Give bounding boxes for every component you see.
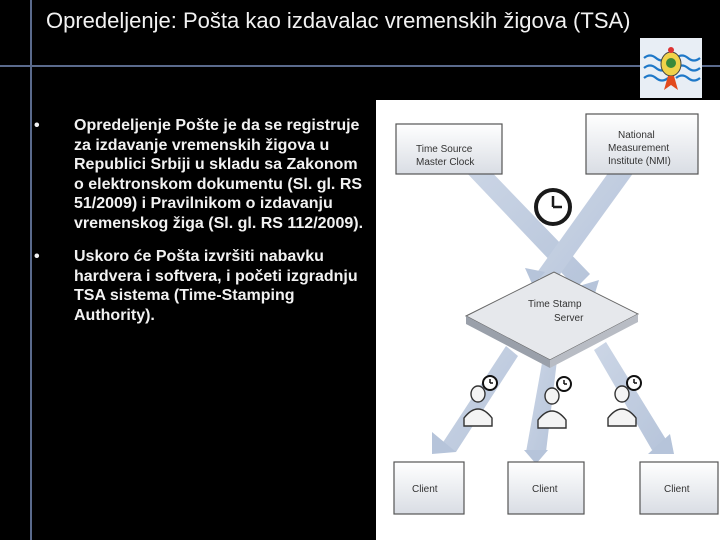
clock-icon <box>536 190 570 224</box>
header-rule <box>0 65 720 67</box>
nmi-box <box>586 114 698 174</box>
nmi-line: Measurement <box>608 143 670 154</box>
server-line: Time Stamp <box>528 299 582 310</box>
bullet-marker: • <box>34 248 40 265</box>
master-clock-box <box>396 124 502 174</box>
bullet-item <box>34 247 364 325</box>
bullet-text: Uskoro će Pošta izvršiti nabavku hardvera i softvera, i početi izgradnju TSA sistema (Time-Stamping Authority). <box>74 248 358 324</box>
client-box <box>394 462 464 514</box>
slide-title: Opredeljenje: Pošta kao izdavalac vremenskih žigova (TSA) <box>46 8 631 33</box>
master-clock-line: Master Clock <box>416 157 475 168</box>
tsa-diagram-svg <box>376 100 720 540</box>
bullet-marker: • <box>34 117 40 134</box>
client-label: Client <box>412 484 438 495</box>
nmi-line: Institute (NMI) <box>608 156 671 167</box>
client-label: Client <box>532 484 558 495</box>
master-clock-line: Time Source <box>416 144 473 155</box>
left-rule <box>30 0 32 540</box>
nmi-line: National <box>618 130 655 141</box>
arrow-server-to-client <box>594 342 670 450</box>
server-line: Server <box>554 313 584 324</box>
bullet-item <box>34 116 364 233</box>
user-icon <box>464 376 497 426</box>
tsa-diagram <box>376 100 720 540</box>
client-box <box>508 462 584 514</box>
client-label: Client <box>664 484 690 495</box>
bullet-text: Opredeljenje Pošte je da se registruje za izdavanje vremenskih žigova u Republici Srbiji u skladu sa Zakonom o elektronskom dokumentu (Sl. gl. RS 51/2009) i Pravilnikom o izdavanju vremenskog žiga (Sl. gl. RS 112/2009). <box>74 117 364 232</box>
client-box <box>640 462 718 514</box>
bullet-list <box>34 116 364 339</box>
logo-icon <box>640 38 702 98</box>
